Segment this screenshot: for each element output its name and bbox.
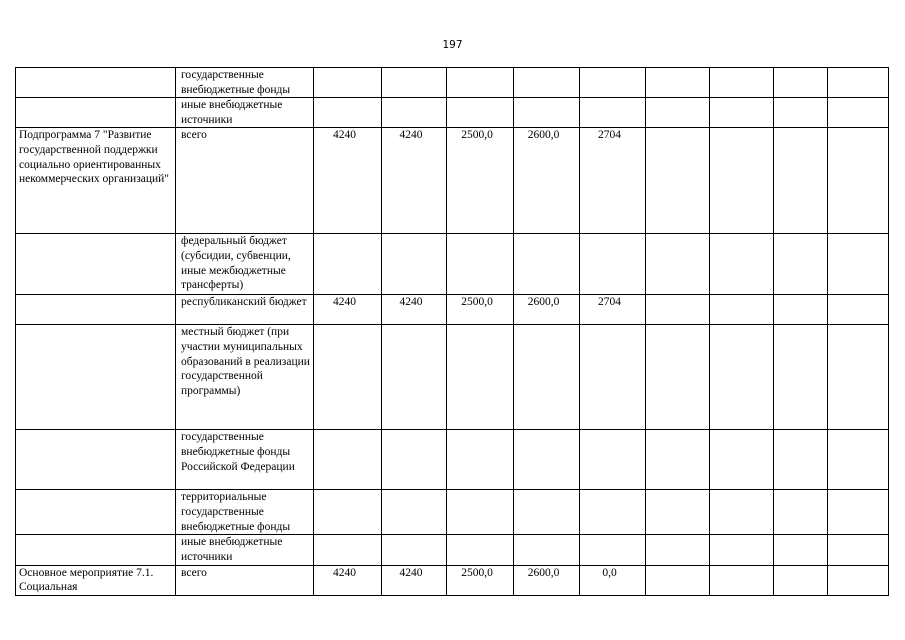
funding-source-cell: государственные внебюджетные фонды bbox=[176, 68, 314, 98]
funding-source-cell: местный бюджет (при участии муниципальных образований в реализации государственной программы) bbox=[176, 325, 314, 430]
value-cell bbox=[314, 98, 382, 128]
table-row bbox=[16, 430, 889, 490]
funding-source-cell: всего bbox=[176, 565, 314, 595]
value-cell: 2704 bbox=[580, 295, 646, 325]
funding-source-cell: всего bbox=[176, 128, 314, 234]
value-cell bbox=[774, 535, 828, 565]
value-cell: 4240 bbox=[314, 295, 382, 325]
program-name-cell: Подпрограмма 7 "Развитие государственной поддержки социально ориентированных некоммерческих организаций" bbox=[16, 128, 176, 234]
value-cell bbox=[447, 430, 514, 490]
value-cell: 4240 bbox=[314, 565, 382, 595]
funding-source-cell: республиканский бюджет bbox=[176, 295, 314, 325]
value-cell bbox=[710, 535, 774, 565]
value-cell bbox=[314, 325, 382, 430]
value-cell bbox=[382, 68, 447, 98]
value-cell bbox=[382, 98, 447, 128]
budget-table-body bbox=[16, 68, 889, 596]
value-cell bbox=[382, 325, 447, 430]
value-cell bbox=[828, 535, 889, 565]
value-cell bbox=[646, 430, 710, 490]
page-number: 197 bbox=[442, 39, 463, 51]
funding-source-cell: иные внебюджетные источники bbox=[176, 535, 314, 565]
value-cell bbox=[646, 234, 710, 295]
value-cell: 4240 bbox=[314, 128, 382, 234]
value-cell: 2500,0 bbox=[447, 295, 514, 325]
table-row bbox=[16, 128, 889, 234]
value-cell bbox=[447, 234, 514, 295]
table-row bbox=[16, 325, 889, 430]
value-cell bbox=[514, 325, 580, 430]
value-cell: 4240 bbox=[382, 128, 447, 234]
value-cell bbox=[447, 535, 514, 565]
value-cell bbox=[710, 325, 774, 430]
value-cell bbox=[710, 295, 774, 325]
value-cell bbox=[514, 535, 580, 565]
value-cell: 2500,0 bbox=[447, 128, 514, 234]
value-cell bbox=[828, 128, 889, 234]
value-cell: 0,0 bbox=[580, 565, 646, 595]
value-cell bbox=[580, 490, 646, 535]
program-name-cell bbox=[16, 490, 176, 535]
value-cell bbox=[774, 490, 828, 535]
funding-source-cell: территориальные государственные внебюджетные фонды bbox=[176, 490, 314, 535]
value-cell bbox=[580, 325, 646, 430]
value-cell bbox=[710, 68, 774, 98]
value-cell bbox=[514, 98, 580, 128]
value-cell bbox=[314, 68, 382, 98]
value-cell bbox=[382, 234, 447, 295]
program-name-cell bbox=[16, 325, 176, 430]
program-name-cell bbox=[16, 430, 176, 490]
funding-source-cell: иные внебюджетные источники bbox=[176, 98, 314, 128]
value-cell: 4240 bbox=[382, 565, 447, 595]
value-cell bbox=[646, 325, 710, 430]
value-cell bbox=[710, 128, 774, 234]
value-cell bbox=[314, 430, 382, 490]
value-cell bbox=[580, 234, 646, 295]
value-cell bbox=[447, 325, 514, 430]
value-cell bbox=[774, 128, 828, 234]
table-row bbox=[16, 234, 889, 295]
value-cell bbox=[828, 430, 889, 490]
value-cell bbox=[828, 565, 889, 595]
value-cell bbox=[774, 295, 828, 325]
value-cell bbox=[447, 68, 514, 98]
value-cell bbox=[314, 234, 382, 295]
value-cell bbox=[774, 234, 828, 295]
value-cell bbox=[828, 234, 889, 295]
value-cell bbox=[710, 565, 774, 595]
table-row bbox=[16, 295, 889, 325]
value-cell bbox=[580, 430, 646, 490]
value-cell bbox=[447, 490, 514, 535]
value-cell bbox=[580, 98, 646, 128]
value-cell bbox=[314, 490, 382, 535]
value-cell bbox=[646, 490, 710, 535]
program-name-cell bbox=[16, 234, 176, 295]
value-cell bbox=[514, 430, 580, 490]
value-cell bbox=[828, 68, 889, 98]
program-name-cell: Основное мероприятие 7.1. Социальная bbox=[16, 565, 176, 595]
table-row bbox=[16, 490, 889, 535]
value-cell bbox=[828, 295, 889, 325]
value-cell: 4240 bbox=[382, 295, 447, 325]
value-cell: 2500,0 bbox=[447, 565, 514, 595]
value-cell bbox=[314, 535, 382, 565]
value-cell bbox=[382, 430, 447, 490]
value-cell bbox=[382, 535, 447, 565]
value-cell bbox=[514, 234, 580, 295]
value-cell bbox=[828, 325, 889, 430]
value-cell bbox=[710, 490, 774, 535]
funding-source-cell: федеральный бюджет (субсидии, субвенции, иные межбюджетные трансферты) bbox=[176, 234, 314, 295]
value-cell: 2600,0 bbox=[514, 565, 580, 595]
program-name-cell bbox=[16, 68, 176, 98]
value-cell: 2704 bbox=[580, 128, 646, 234]
value-cell bbox=[447, 98, 514, 128]
value-cell bbox=[382, 490, 447, 535]
value-cell bbox=[646, 98, 710, 128]
table-row bbox=[16, 535, 889, 565]
program-name-cell bbox=[16, 98, 176, 128]
program-name-cell bbox=[16, 535, 176, 565]
table-row bbox=[16, 68, 889, 98]
value-cell bbox=[580, 68, 646, 98]
value-cell bbox=[514, 490, 580, 535]
program-name-cell bbox=[16, 295, 176, 325]
value-cell bbox=[514, 68, 580, 98]
value-cell bbox=[646, 128, 710, 234]
value-cell bbox=[646, 565, 710, 595]
value-cell bbox=[774, 430, 828, 490]
value-cell bbox=[774, 68, 828, 98]
value-cell bbox=[828, 98, 889, 128]
value-cell: 2600,0 bbox=[514, 295, 580, 325]
value-cell bbox=[580, 535, 646, 565]
table-row bbox=[16, 565, 889, 595]
value-cell bbox=[646, 295, 710, 325]
value-cell: 2600,0 bbox=[514, 128, 580, 234]
value-cell bbox=[646, 68, 710, 98]
value-cell bbox=[828, 490, 889, 535]
value-cell bbox=[646, 535, 710, 565]
funding-source-cell: государственные внебюджетные фонды Российской Федерации bbox=[176, 430, 314, 490]
value-cell bbox=[774, 325, 828, 430]
value-cell bbox=[710, 430, 774, 490]
value-cell bbox=[774, 565, 828, 595]
value-cell bbox=[710, 234, 774, 295]
table-row bbox=[16, 98, 889, 128]
budget-table bbox=[15, 67, 889, 596]
value-cell bbox=[710, 98, 774, 128]
value-cell bbox=[774, 98, 828, 128]
